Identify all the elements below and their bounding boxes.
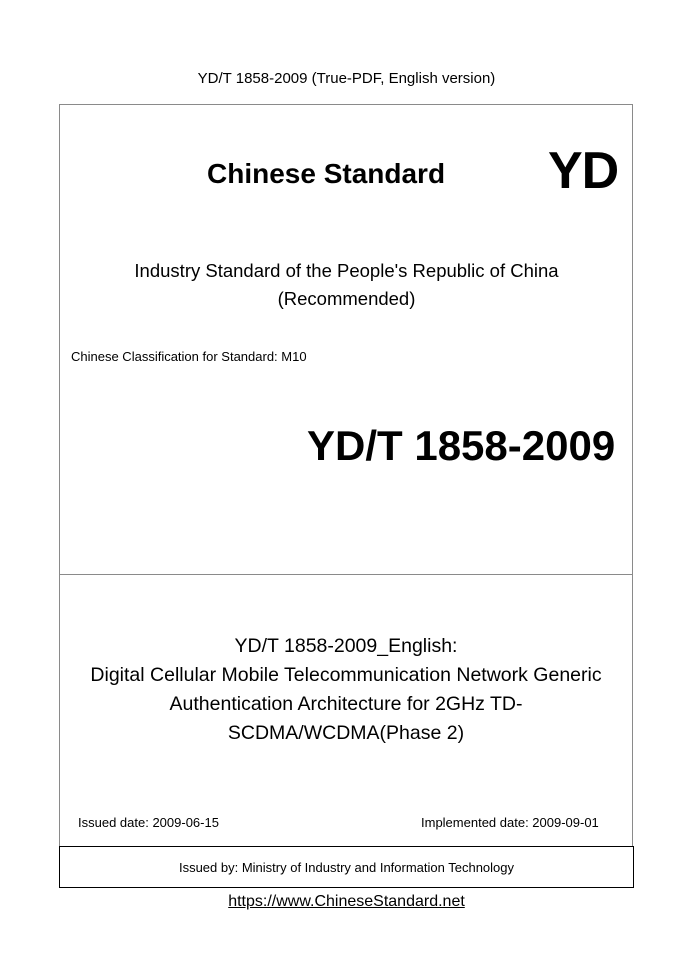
issued-date: Issued date: 2009-06-15 bbox=[78, 815, 219, 830]
implemented-date: Implemented date: 2009-09-01 bbox=[421, 815, 599, 830]
industry-standard-line: Industry Standard of the People's Republic of China bbox=[134, 260, 559, 281]
standard-number: YD/T 1858-2009 bbox=[307, 422, 616, 469]
website-link[interactable]: https://www.ChineseStandard.net bbox=[228, 893, 465, 910]
yd-mark: YD bbox=[548, 142, 619, 200]
document-title bbox=[59, 632, 633, 748]
title-line: Authentication Architecture for 2GHz TD- bbox=[169, 693, 523, 715]
document-header: YD/T 1858-2009 (True-PDF, English version) bbox=[197, 70, 496, 87]
issuer-text: Issued by: Ministry of Industry and Information Technology bbox=[178, 859, 515, 875]
title-line: Digital Cellular Mobile Telecommunication Network Generic bbox=[90, 664, 602, 686]
title-line: SCDMA/WCDMA(Phase 2) bbox=[227, 722, 465, 744]
issuer-box bbox=[59, 846, 634, 888]
title-line: YD/T 1858-2009_English: bbox=[234, 635, 458, 657]
chinese-standard-heading: Chinese Standard bbox=[207, 158, 446, 189]
recommended-line: (Recommended) bbox=[277, 288, 416, 309]
classification-text: Chinese Classification for Standard: M10 bbox=[71, 349, 307, 364]
